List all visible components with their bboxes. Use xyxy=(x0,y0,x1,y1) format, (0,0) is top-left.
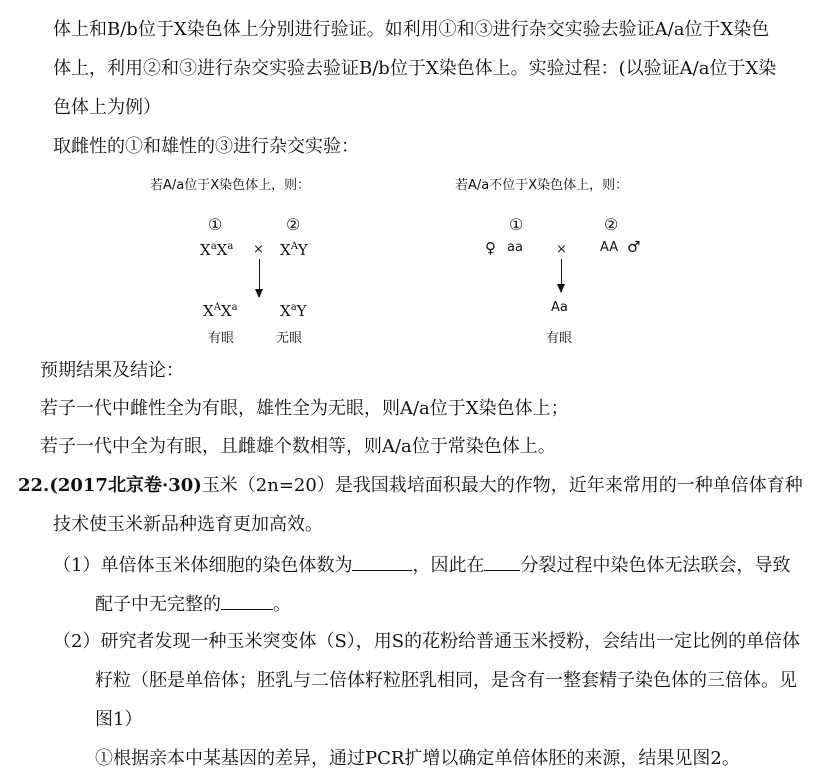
answer-blank-division-type[interactable] xyxy=(484,552,520,571)
cross-sign: × xyxy=(556,242,567,257)
offspring-phenotype-1: 有眼 xyxy=(208,331,235,346)
intro-line-3: 色体上为例） xyxy=(53,97,161,118)
parent-genotype-female: $X^aX^a$ xyxy=(200,241,234,259)
offspring-genotype-female: $X^AX^a$ xyxy=(203,302,238,320)
results-case-2: 若子一代中全为有眼，且雌雄个数相等，则A/a位于常染色体上。 xyxy=(40,436,556,457)
question-number: 22. xyxy=(18,475,50,496)
cross-arrow xyxy=(259,259,260,297)
male-symbol: ♂ xyxy=(627,238,641,256)
question-22-line-1 xyxy=(18,474,803,498)
cross-heading-autosomal: 若A/a不位于X染色体上，则： xyxy=(455,178,629,193)
cross-arrow xyxy=(561,259,562,292)
results-case-1: 若子一代中雌性全为有眼，雄性全为无眼，则A/a位于X染色体上； xyxy=(40,398,569,419)
offspring-genotype-male: $X^aY$ xyxy=(280,302,307,320)
parent-label-2: ② xyxy=(286,215,301,234)
parent-genotype-female: aa xyxy=(507,240,523,255)
cross-heading-sex-linked: 若A/a位于X染色体上，则： xyxy=(150,178,311,193)
parent-label-1: ① xyxy=(208,215,223,234)
cross-sign: × xyxy=(253,242,264,257)
intro-line-2: 体上，利用②和③进行杂交实验去验证B/b位于X染色体上。实验过程：(以验证A/a位于X染 xyxy=(53,58,777,79)
question-text: 玉米（2n=20）是我国栽培面积最大的作物，近年来常用的一种单倍体育种 xyxy=(201,475,803,496)
parent-label-2: ② xyxy=(604,215,619,234)
part-2-line-1: （2）研究者发现一种玉米突变体（S），用S的花粉给普通玉米授粉，会结出一定比例的单倍体 xyxy=(53,631,801,652)
answer-blank-complete-set[interactable] xyxy=(221,591,273,610)
question-source: (2017北京卷·30) xyxy=(49,475,202,496)
female-symbol: ♀ xyxy=(485,239,496,257)
parent-genotype-male: AA xyxy=(600,240,619,255)
part-1-line-1: （1）单倍体玉米体细胞的染色体数为 ，因此在 分裂过程中染色体无法联会，导致 xyxy=(53,552,790,578)
parent-genotype-male: $X^AY$ xyxy=(280,241,308,259)
offspring-phenotype-2: 无眼 xyxy=(276,331,303,346)
intro-line-4: 取雌性的①和雄性的③进行杂交实验： xyxy=(53,136,359,157)
part-2-line-2: 籽粒（胚是单倍体；胚乳与二倍体籽粒胚乳相同，是含有一整套精子染色体的三倍体。见 xyxy=(95,670,797,691)
answer-blank-chromosome-count[interactable] xyxy=(352,552,412,571)
part-1-line-2: 配子中无完整的 。 xyxy=(95,591,291,617)
part-2-line-3: 图1） xyxy=(95,709,143,730)
results-heading: 预期结果及结论： xyxy=(40,360,184,381)
offspring-phenotype: 有眼 xyxy=(546,331,573,346)
part-2-sub-1: ①根据亲本中某基因的差异，通过PCR扩增以确定单倍体胚的来源，结果见图2。 xyxy=(95,748,740,769)
offspring-genotype: Aa xyxy=(551,300,568,315)
intro-line-1: 体上和B/b位于X染色体上分别进行验证。如利用①和③进行杂交实验去验证A/a位于X染色 xyxy=(53,19,770,40)
question-22-line-2: 技术使玉米新品种选育更加高效。 xyxy=(53,514,323,535)
parent-label-1: ① xyxy=(509,215,524,234)
